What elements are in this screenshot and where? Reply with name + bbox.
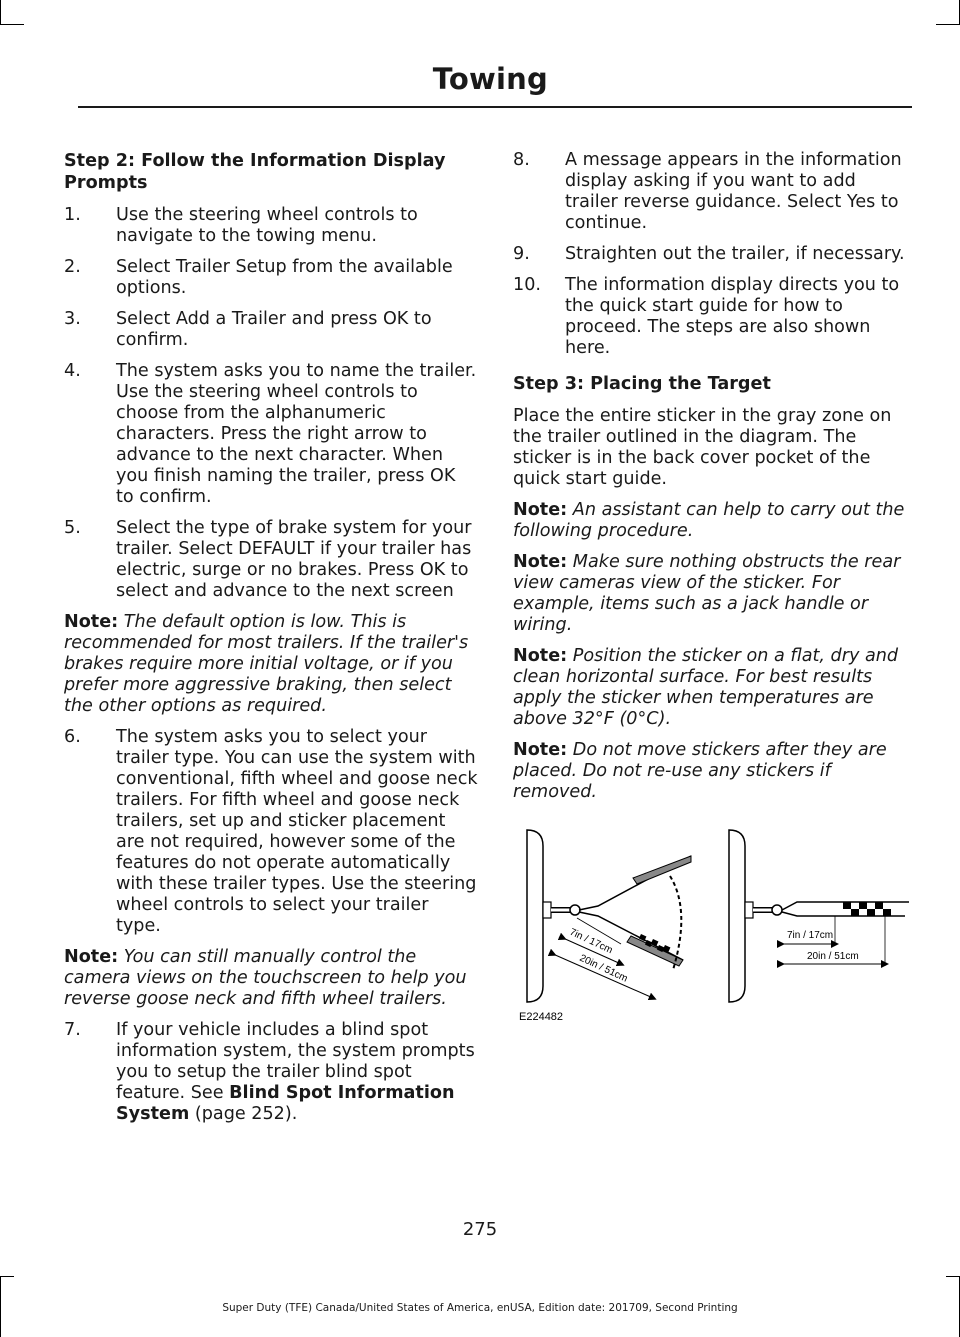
dim-long-line bbox=[553, 954, 653, 998]
note-paragraph bbox=[64, 612, 478, 717]
left-dim-short-label: 7in / 17cm bbox=[567, 926, 615, 957]
note-paragraph bbox=[513, 500, 913, 542]
sticker-checkered bbox=[843, 902, 891, 916]
item-number: 4. bbox=[64, 361, 81, 381]
note-label: Note: bbox=[513, 552, 568, 572]
note-text: Do not move stickers after they are placed. Do not re-use any stickers if removed. bbox=[513, 740, 887, 802]
note-label: Note: bbox=[513, 500, 568, 520]
right-dim-long-label: 20in / 51cm bbox=[807, 951, 859, 962]
item-text: A message appears in the information display asking if you want to add trailer reverse guidance. Select Yes to continue. bbox=[565, 150, 902, 233]
item-number: 6. bbox=[64, 727, 81, 747]
footer-text: Super Duty (TFE) Canada/United States of America, enUSA, Edition date: 201709, Second Printing bbox=[222, 1302, 738, 1314]
item-number: 2. bbox=[64, 257, 81, 277]
item-text: Straighten out the trailer, if necessary. bbox=[565, 244, 905, 264]
item-number: 1. bbox=[64, 205, 81, 225]
item-text: The system asks you to name the trailer. Use the steering wheel controls to choose from the alphanumeric characters. Press the right arrow to advance to the next character. When you finish naming the trailer, press OK to confirm. bbox=[116, 361, 477, 507]
sticker-placement-diagram bbox=[513, 826, 913, 1026]
crop-mark bbox=[936, 24, 960, 25]
angled-trailer-view bbox=[527, 830, 691, 1002]
note-label: Note: bbox=[513, 646, 568, 666]
item-number: 9. bbox=[513, 244, 530, 264]
page-title: Towing bbox=[432, 62, 548, 96]
list-item bbox=[64, 309, 478, 351]
right-column bbox=[513, 150, 913, 813]
note-text: An assistant can help to carry out the following procedure. bbox=[513, 500, 905, 541]
note-label: Note: bbox=[64, 947, 119, 967]
list-item bbox=[64, 518, 478, 602]
note-text: The default option is low. This is recommended for most trailers. If the trailer's brakes require more initial voltage, or if you prefer more aggressive braking, then select the other options as required. bbox=[64, 612, 469, 716]
item-number: 5. bbox=[64, 518, 81, 538]
item-text: The system asks you to select your trailer type. You can use the system with conventional, fifth wheel and goose neck trailers. For fifth wheel and goose neck trailers, set up and sticker placement are not required, however some of the features do not operate automatically with these trailer types. Use the steering wheel controls to select your trailer type. bbox=[116, 727, 478, 936]
note-label: Note: bbox=[64, 612, 119, 632]
crop-mark bbox=[0, 24, 24, 25]
step3-heading: Step 3: Placing the Target bbox=[513, 374, 771, 394]
left-column bbox=[64, 150, 478, 1135]
item-text: The information display directs you to the quick start guide for how to proceed. The steps are also shown here. bbox=[565, 275, 900, 358]
note-label: Note: bbox=[513, 740, 568, 760]
item-text: Use the steering wheel controls to navigate to the towing menu. bbox=[116, 205, 418, 246]
crop-mark bbox=[0, 0, 1, 24]
note-text: Position the sticker on a flat, dry and clean horizontal surface. For best results apply the sticker when temperatures are above 32°F (0°C). bbox=[513, 646, 899, 729]
list-item bbox=[64, 727, 478, 937]
straight-trailer-view bbox=[729, 830, 909, 1002]
item-text: Select Trailer Setup from the available options. bbox=[116, 257, 453, 298]
item-number: 8. bbox=[513, 150, 530, 170]
note-paragraph bbox=[64, 947, 478, 1010]
page-number: 275 bbox=[462, 1219, 498, 1240]
note-paragraph bbox=[513, 646, 913, 730]
list-item bbox=[513, 244, 913, 265]
page-reference: (page 252). bbox=[189, 1104, 298, 1124]
step3-paragraph: Place the entire sticker in the gray zone on the trailer outlined in the diagram. The sticker is in the back cover pocket of the quick start guide. bbox=[513, 406, 892, 489]
right-dim-short-label: 7in / 17cm bbox=[787, 930, 834, 941]
item-number: 10. bbox=[513, 275, 541, 295]
crop-mark bbox=[946, 1276, 960, 1277]
figure-id: E224482 bbox=[519, 1011, 564, 1023]
list-item bbox=[513, 150, 913, 234]
hitch-ball bbox=[772, 905, 782, 915]
list-item bbox=[64, 361, 478, 508]
hitch-receiver bbox=[745, 902, 753, 918]
crop-mark bbox=[0, 1276, 14, 1277]
item-text: If your vehicle includes a blind spot information system, the system prompts you to setup the trailer blind spot feature. See bbox=[116, 1020, 475, 1103]
step2-heading: Step 2: Follow the Information Display Prompts bbox=[64, 151, 446, 193]
vehicle-bumper bbox=[527, 830, 543, 1002]
list-item bbox=[64, 205, 478, 247]
note-paragraph bbox=[513, 552, 913, 636]
left-dim-long-label: 20in / 51cm bbox=[577, 952, 630, 985]
hitch-ball bbox=[570, 905, 580, 915]
note-text: You can still manually control the camera views on the touchscreen to help you reverse goose neck and fifth wheel trailers. bbox=[64, 947, 467, 1009]
item-number: 3. bbox=[64, 309, 81, 329]
gray-zone-upper bbox=[633, 856, 691, 884]
item-number: 7. bbox=[64, 1020, 81, 1040]
hitch-receiver bbox=[543, 902, 551, 918]
list-item bbox=[64, 1020, 478, 1125]
header-divider bbox=[78, 106, 912, 108]
note-paragraph bbox=[513, 740, 913, 803]
diagram-svg bbox=[513, 826, 913, 1026]
item-text: Select Add a Trailer and press OK to confirm. bbox=[116, 309, 432, 350]
note-text: Make sure nothing obstructs the rear view cameras view of the sticker. For example, items such as a jack handle or wiring. bbox=[513, 552, 901, 635]
list-item bbox=[64, 257, 478, 299]
item-text: Select the type of brake system for your trailer. Select DEFAULT if your trailer has electric, surge or no brakes. Press OK to select and advance to the next screen bbox=[116, 518, 472, 601]
blind-spot-link[interactable]: Blind Spot Information System bbox=[116, 1083, 455, 1124]
list-item bbox=[513, 275, 913, 359]
vehicle-bumper bbox=[729, 830, 745, 1002]
